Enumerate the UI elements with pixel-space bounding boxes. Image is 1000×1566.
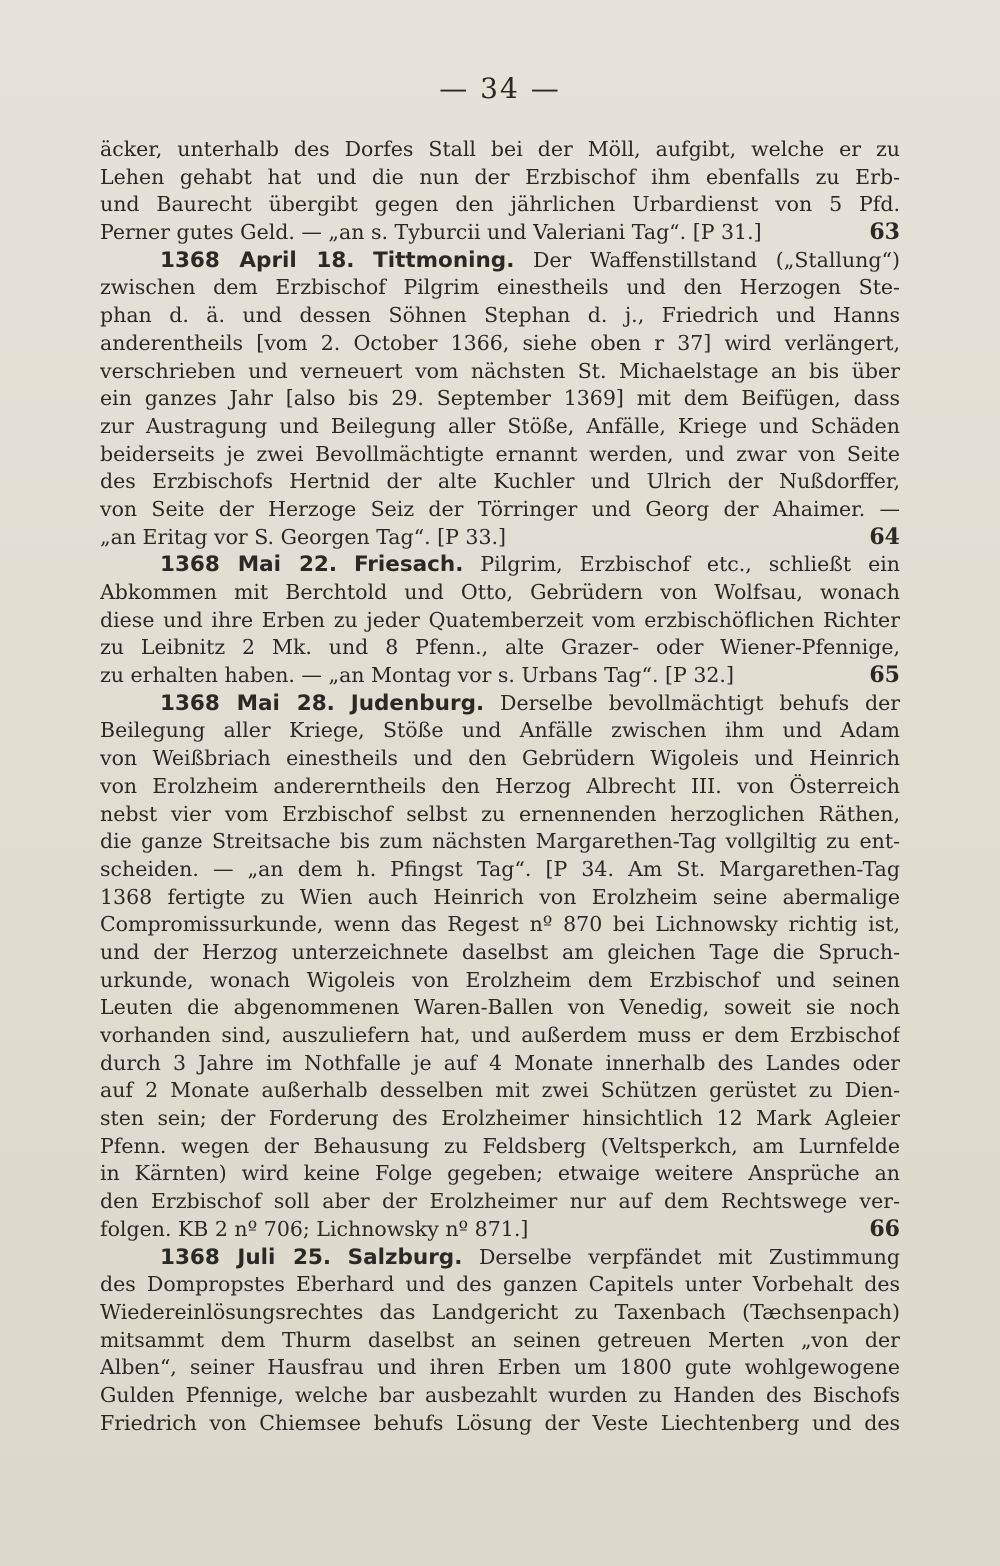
- text-line: vorhanden sind, auszuliefern hat, und außerdem muss er dem Erzbischof: [100, 1023, 900, 1047]
- text-line: Beilegung aller Kriege, Stöße und Anfälle zwischen ihm und Adam: [100, 718, 900, 743]
- text-line: zur Austragung und Beilegung aller Stöße, Anfälle, Kriege und Schäden: [100, 413, 900, 438]
- entry-text: Der Waffenstillstand („Stallung“): [532, 247, 900, 272]
- text-line: Friedrich von Chiemsee behufs Lösung der Veste Liechtenberg und des: [100, 1410, 900, 1435]
- text-line: 65 zu erhalten haben. — „an Montag vor s. Urbans Tag“. [P 32.]: [100, 662, 900, 689]
- entry-date: 1368 Mai 28.: [160, 690, 335, 716]
- text-line: Abkommen mit Berchtold und Otto, Gebrüdern von Wolfsau, wonach: [100, 580, 900, 604]
- text-line: Wiedereinlösungsrechtes das Landgericht zu Taxenbach (Tæchsenpach): [100, 1299, 900, 1324]
- text-line: Compromissurkunde, wenn das Regest nº 870 bei Lichnowsky richtig ist,: [100, 912, 900, 937]
- entry-date: 1368 April 18.: [160, 247, 355, 273]
- text-line: des Erzbischofs Hertnid der alte Kuchler und Ulrich der Nußdorffer,: [100, 469, 900, 494]
- entry-number: 65: [869, 662, 900, 689]
- entry-number: 63: [869, 219, 900, 246]
- text-line: sten sein; der Forderung des Erolzheimer hinsichtlich 12 Mark Agleier: [100, 1106, 900, 1131]
- entry-heading-line: [100, 551, 900, 579]
- regest-entry: [100, 1244, 900, 1438]
- regest-entry: [100, 690, 900, 1244]
- text-line: von Seite der Herzoge Seiz der Törringer und Georg der Ahaimer. —: [100, 496, 900, 521]
- body-text: [100, 136, 900, 1437]
- entry-place: Salzburg.: [347, 1244, 463, 1270]
- text-line: phan d. ä. und dessen Söhnen Stephan d. j., Friedrich und Hanns: [100, 303, 900, 328]
- entry-text: Pilgrim, Erzbischof etc., schließt ein: [480, 552, 900, 577]
- text-line: beiderseits je zwei Bevollmächtigte ernannt werden, und zwar von Seite: [100, 441, 900, 466]
- text-line: nebst vier vom Erzbischof selbst zu ernennenden herzoglichen Räthen,: [100, 801, 900, 826]
- text-line: auf 2 Monate außerhalb desselben mit zwei Schützen gerüstet zu Dien-: [100, 1078, 900, 1103]
- entry-place: Friesach.: [353, 552, 464, 578]
- entry-date: 1368 Mai 22.: [160, 552, 338, 578]
- text-line: durch 3 Jahre im Nothfalle je auf 4 Monate innerhalb des Landes oder: [100, 1050, 900, 1075]
- text-line: äcker, unterhalb des Dorfes Stall bei der Möll, aufgibt, welche er zu: [100, 137, 900, 161]
- text-line: diese und ihre Erben zu jeder Quatemberzeit vom erzbischöflichen Richter: [100, 607, 900, 632]
- entry-heading-line: [100, 690, 900, 718]
- text-line: den Erzbischof soll aber der Erolzheimer nur auf dem Rechtswege ver-: [100, 1189, 900, 1214]
- text-line: und Baurecht übergibt gegen den jährlichen Urbardienst von 5 Pfd.: [100, 192, 900, 217]
- text-line: die ganze Streitsache bis zum nächsten Margarethen-Tag vollgiltig zu ent-: [100, 829, 900, 854]
- regest-entry: [100, 136, 900, 247]
- text-line: des Dompropstes Eberhard und des ganzen Capitels unter Vorbehalt des: [100, 1272, 900, 1297]
- entry-text: Derselbe verpfändet mit Zustimmung: [478, 1244, 900, 1269]
- text-line: zwischen dem Erzbischof Pilgrim einestheils und den Herzogen Ste-: [100, 275, 900, 300]
- text-line: von Weißbriach einestheils und den Gebrüdern Wigoleis und Heinrich: [100, 746, 900, 771]
- text-line: Alben“, seiner Hausfrau und ihren Erben um 1800 gute wohlgewogene: [100, 1355, 900, 1380]
- text-line: Lehen gehabt hat und die nun der Erzbischof ihm ebenfalls zu Erb-: [100, 164, 900, 189]
- text-line: 1368 fertigte zu Wien auch Heinrich von Erolzheim seine abermalige: [100, 884, 900, 909]
- text-line: in Kärnten) wird keine Folge gegeben; etwaige weitere Ansprüche an: [100, 1161, 900, 1186]
- entry-text: Derselbe bevollmächtigt behufs der: [500, 690, 900, 715]
- text-line: zu Leibnitz 2 Mk. und 8 Pfenn., alte Grazer- oder Wiener-Pfennige,: [100, 635, 900, 660]
- entry-number: 64: [869, 523, 900, 550]
- text-line: Pfenn. wegen der Behausung zu Feldsberg (Veltsperkch, am Lurnfelde: [100, 1133, 900, 1158]
- regest-entry: [100, 551, 900, 689]
- text-line: 66 folgen. KB 2 nº 706; Lichnowsky nº 871.]: [100, 1215, 900, 1242]
- text-line: anderentheils [vom 2. October 1366, siehe oben r 37] wird verlängert,: [100, 330, 900, 355]
- text-line: und der Herzog unterzeichnete daselbst am gleichen Tage die Spruch-: [100, 939, 900, 964]
- regest-entry: [100, 247, 900, 552]
- text-line: Leuten die abgenommenen Waren-Ballen von Venedig, soweit sie noch: [100, 995, 900, 1020]
- text-line: mitsammt dem Thurm daselbst an seinen getreuen Merten „von der: [100, 1327, 900, 1352]
- text-line: 63 Perner gutes Geld. — „an s. Tyburcii und Valeriani Tag“. [P 31.]: [100, 219, 900, 246]
- text-line: Gulden Pfennige, welche bar ausbezahlt wurden zu Handen des Bischofs: [100, 1382, 900, 1407]
- entry-heading-line: [100, 1244, 900, 1272]
- text-line: verschrieben und verneuert vom nächsten St. Michaelstage an bis über: [100, 358, 900, 383]
- entry-place: Tittmoning.: [373, 247, 515, 273]
- entry-date: 1368 Juli 25.: [160, 1244, 332, 1270]
- text-line: urkunde, wonach Wigoleis von Erolzheim dem Erzbischof und seinen: [100, 967, 900, 992]
- entry-heading-line: [100, 247, 900, 275]
- text-line: ein ganzes Jahr [also bis 29. September 1369] mit dem Beifügen, dass: [100, 386, 900, 411]
- text-line: scheiden. — „an dem h. Pfingst Tag“. [P 34. Am St. Margarethen-Tag: [100, 856, 900, 881]
- text-line: 64 „an Eritag vor S. Georgen Tag“. [P 33.]: [100, 523, 900, 550]
- page-number: — 34 —: [439, 72, 561, 105]
- entry-place: Judenburg.: [350, 690, 485, 716]
- entry-number: 66: [869, 1215, 900, 1242]
- text-line: von Erolzheim andererntheils den Herzog Albrecht III. von Österreich: [100, 773, 900, 798]
